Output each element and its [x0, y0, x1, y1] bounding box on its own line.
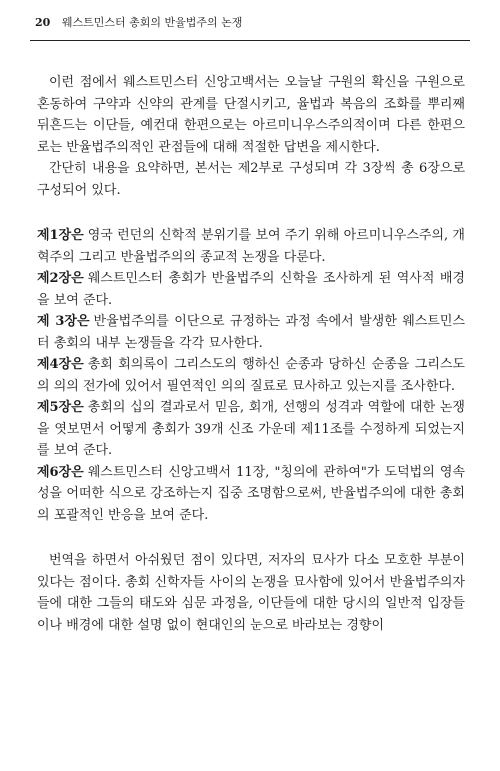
- chapter-summary-5: [37, 397, 465, 462]
- chapter-text: 총회의 십의 결과로서 믿음, 회개, 선행의 성격과 역할에 대한 논쟁을 엿보면서 어떻게 총회가 39개 신조 가운데 제11조를 수정하게 되었는지를 보여 준다.: [37, 400, 465, 458]
- chapter-label: 제1장은: [37, 228, 84, 243]
- chapter-summary-4: [37, 354, 465, 397]
- chapter-text: 반율법주의를 이단으로 규정하는 과정 속에서 발생한 웨스트민스터 총회의 내부 논쟁들을 각각 묘사한다.: [37, 314, 465, 351]
- chapter-summary-2: [37, 268, 465, 311]
- chapter-label: 제6장은: [37, 464, 84, 480]
- chapter-text: 웨스트민스터 총회가 반율법주의 신학을 조사하게 된 역사적 배경을 보여 준다.: [37, 271, 465, 308]
- body-paragraph: 이런 점에서 웨스트민스터 신앙고백서는 오늘날 구원의 확신을 구원으로 혼동하여 구약과 신약의 관계를 단절시키고, 율법과 복음의 조화를 뿌리째 뒤흔드는 이단들, 예컨대 한편으로는 아르미니우스주의적이며 다른 한편으로는 반율법주의적인 관점들에 대해 적절한 답변을 제시한다.: [37, 75, 465, 155]
- page-number: 20: [35, 16, 51, 29]
- chapter-label: 제 3장은: [37, 314, 90, 329]
- chapter-text: 영국 런던의 신학적 분위기를 보여 주기 위해 아르미니우스주의, 개혁주의 그리고 반율법주의의 종교적 논쟁을 다룬다.: [37, 228, 465, 265]
- chapter-text: 웨스트민스터 신앙고백서 11장, "칭의에 관하여"가 도덕법의 영속성을 어떠한 식으로 강조하는지 집중 조명함으로써, 반율법주의에 대한 총회의 포괄적인 반응을 보여 준다.: [37, 464, 465, 523]
- running-title: 웨스트민스터 총회의 반율법주의 논쟁: [61, 16, 243, 29]
- chapter-summary-1: [37, 225, 465, 268]
- chapter-label: 제5장은: [37, 400, 84, 415]
- chapter-summary-6: [37, 462, 465, 527]
- chapter-summary-3: [37, 311, 465, 354]
- body-paragraph: 간단히 내용을 요약하면, 본서는 제2부로 구성되며 각 3장씩 총 6장으로 구성되어 있다.: [37, 161, 465, 198]
- chapter-text: 총회 회의록이 그리스도의 행하신 순종과 당하신 순종을 그리스도의 의의 전가에 있어서 필연적인 의의 질료로 묘사하고 있는지를 조사한다.: [37, 357, 465, 394]
- chapter-label: 제4장은: [37, 357, 84, 372]
- header-divider: [30, 40, 470, 41]
- chapter-label: 제2장은: [37, 271, 84, 286]
- running-header: [35, 14, 470, 32]
- chapter-summary-list: [37, 225, 465, 526]
- page-body: [37, 72, 465, 636]
- closing-paragraph: 번역을 하면서 아쉬웠던 점이 있다면, 저자의 묘사가 다소 모호한 부분이 있다는 점이다. 총회 신학자들 사이의 논쟁을 묘사함에 있어서 반율법주의자들에 대한 그들의 태도와 심문 과정을, 이단들에 대한 당시의 일반적 입장들이나 배경에 대한 설명 없이 현대인의 눈으로 바라보는 경향이: [37, 553, 465, 633]
